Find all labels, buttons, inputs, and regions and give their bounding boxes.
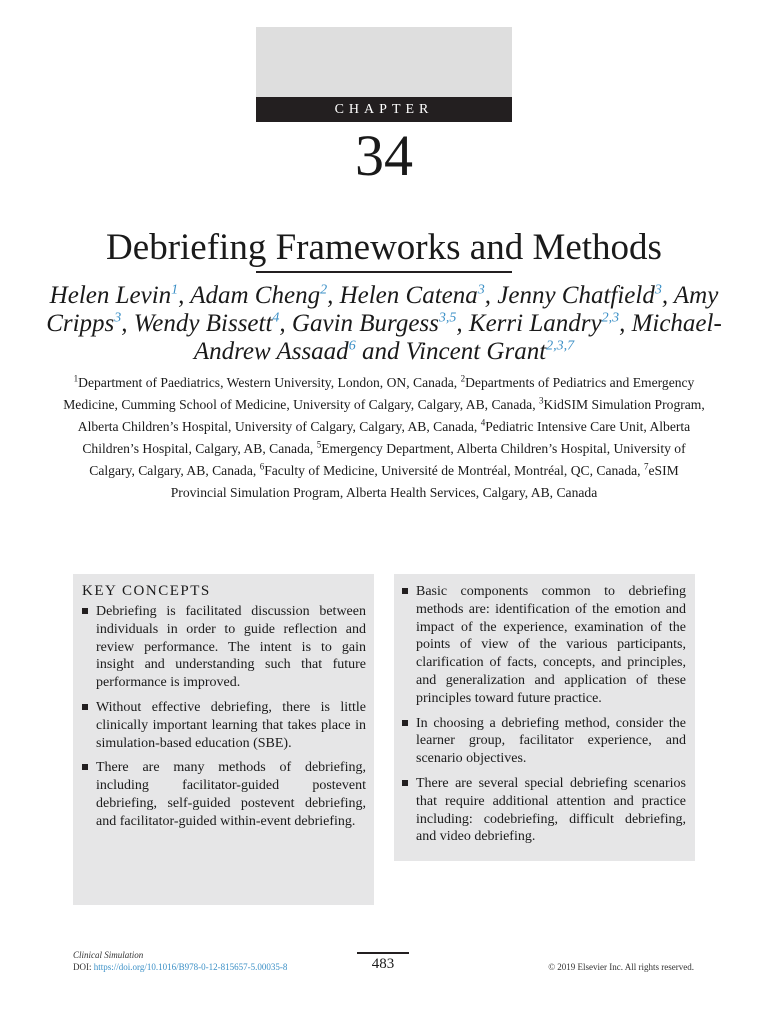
author-separator: , [121,310,134,337]
bullet-square-icon [82,608,88,614]
journal-name: Clinical Simulation [73,950,144,960]
page-number: 483 [371,956,395,972]
author-name: Michael-Andrew Assaad [193,310,722,365]
page-number-rule [357,952,409,954]
affiliation-text: Pediatric Intensive Care Unit, Alberta Children’s Hospital, Calgary, AB, Canada, [82,419,691,456]
key-concept-text: There are several special debriefing scenarios that require additional attention and practice including: codebriefing, difficult debriefing, and video debriefing. [416,775,686,845]
author-name: Wendy Bissett [133,310,273,337]
affiliation-text: Department of Paediatrics, Western University, London, ON, Canada, [78,375,461,390]
bullet-square-icon [82,704,88,710]
key-concept-item [82,759,366,830]
author-separator: , [661,282,674,309]
key-concepts-list-right [402,583,686,853]
copyright-notice: © 2019 Elsevier Inc. All rights reserved. [548,962,694,972]
affiliation-text: eSIM Provincial Simulation Program, Alberta Health Services, Calgary, AB, Canada [170,463,679,500]
author-separator: , [456,310,469,337]
key-concept-item [82,699,366,752]
affiliation-number: 5 [316,439,322,450]
chapter-number: 34 [355,123,413,188]
affiliation-text: Emergency Department, Alberta Children’s Hospital, University of Calgary, Calgary, AB, Canada, [89,441,686,478]
author-separator: , [619,310,632,337]
key-concept-text: There are many methods of debriefing, including facilitator-guided postevent debriefing, self-guided postevent debriefing, and facilitator-guided within-event debriefing. [96,760,366,829]
author-affiliation-ref[interactable]: 4 [272,310,280,326]
author-list [40,282,728,366]
author-name: Helen Catena [339,282,478,309]
author-name: Adam Cheng [190,282,321,309]
affiliation-text: Departments of Pediatrics and Emergency Medicine, Cumming School of Medicine, University of Calgary, Calgary, AB, Canada, [63,375,695,412]
author-separator: and [355,338,406,365]
author-affiliation-ref[interactable]: 3 [477,282,485,298]
bullet-square-icon [402,780,408,786]
key-concept-text: Debriefing is facilitated discussion between individuals in order to guide reflection and review performance. The intent is to gain insight and understanding such that future performance is improved. [96,604,366,691]
affiliation-number: 7 [643,461,649,472]
author-affiliation-ref[interactable]: 1 [171,282,179,298]
chapter-header-block [256,27,512,97]
key-concept-text: In choosing a debriefing method, consider the learner group, facilitator experience, and scenario objectives. [416,715,686,767]
bullet-square-icon [82,764,88,770]
author-name: Vincent Grant [405,338,547,365]
key-concept-item [402,583,686,708]
author-separator: , [484,282,498,309]
author-affiliation-ref[interactable]: 2,3,7 [546,338,575,354]
author-name: Gavin Burgess [291,310,439,337]
affiliation-number: 2 [460,373,466,384]
author-affiliation-ref[interactable]: 3 [654,282,662,298]
author-name: Jenny Chatfield [497,282,655,309]
bullet-square-icon [402,588,408,594]
affiliation-text: Faculty of Medicine, Université de Montréal, Montréal, QC, Canada, [264,463,644,478]
affiliation-number: 1 [73,373,79,384]
key-concept-item [402,715,686,768]
affiliation-number: 3 [539,395,544,406]
author-name: Helen Levin [49,282,172,309]
bullet-square-icon [402,720,408,726]
key-concept-text: Without effective debriefing, there is little clinically important learning that takes place in simulation-based education (SBE). [96,699,366,751]
title-divider [256,271,512,273]
key-concept-item [402,775,686,846]
author-affiliation-ref[interactable]: 2 [320,282,328,298]
author-separator: , [327,282,340,309]
affiliation-text: KidSIM Simulation Program, Alberta Children’s Hospital, University of Calgary, Calgary, AB, Canada, [77,397,705,434]
author-affiliation-ref[interactable]: 2,3 [601,310,620,326]
chapter-title: Debriefing Frameworks and Methods [106,227,662,268]
chapter-label: CHAPTER [256,97,512,122]
affiliation-number: 6 [259,461,265,472]
affiliations [62,372,706,504]
affiliation-number: 4 [480,417,486,428]
author-separator: , [279,310,292,337]
key-concept-item [82,603,366,692]
doi-label: DOI: [73,962,92,972]
author-affiliation-ref[interactable]: 6 [348,338,356,354]
footer-citation [73,949,287,973]
author-affiliation-ref[interactable]: 3,5 [438,310,457,326]
key-concept-text: Basic components common to debriefing methods are: identification of the emotion and impact of the experience, examination of the points of view of the various participants, clarification of facts, concepts, and principles, and generalization and application of these principles toward future practice. [416,584,686,706]
author-name: Kerri Landry [468,310,602,337]
key-concepts-heading: KEY CONCEPTS [82,583,211,599]
key-concepts-list-left [82,603,366,838]
doi-link[interactable]: https://doi.org/10.1016/B978-0-12-815657-5.00035-8 [93,962,288,972]
author-affiliation-ref[interactable]: 3 [114,310,122,326]
author-name: Amy Cripps [46,282,719,337]
author-separator: , [178,282,191,309]
